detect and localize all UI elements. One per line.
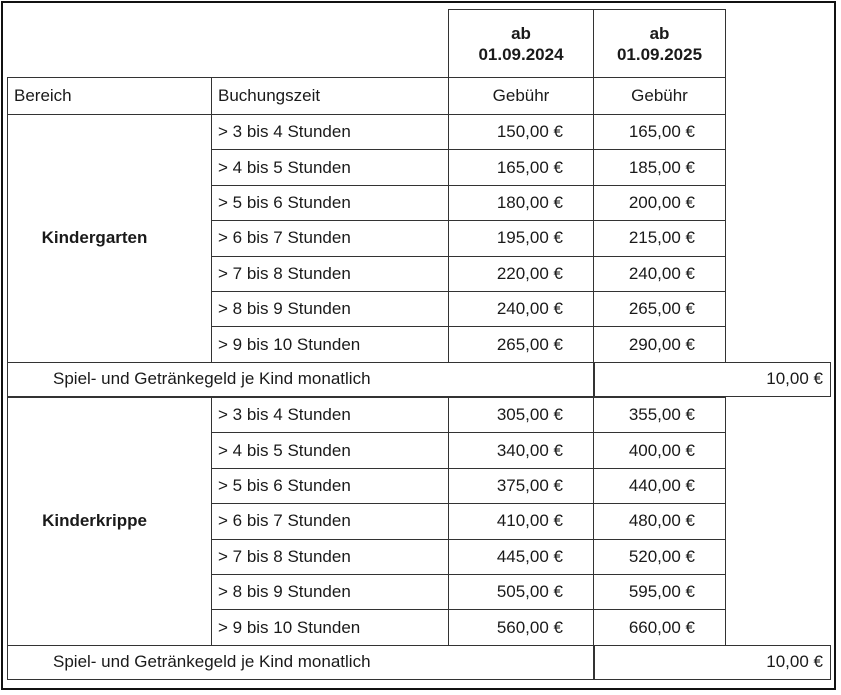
- header-2025-date: 01.09.2025: [616, 44, 703, 64]
- fee-2024: 165,00 €: [448, 149, 594, 185]
- header-bereich: Bereich: [7, 77, 212, 115]
- fee-2025: 595,00 €: [593, 574, 726, 610]
- fee-2024: 150,00 €: [448, 114, 594, 150]
- booking-time: > 3 bis 4 Stunden: [211, 397, 449, 433]
- booking-time: > 3 bis 4 Stunden: [211, 114, 449, 150]
- booking-time: > 9 bis 10 Stunden: [211, 326, 449, 362]
- booking-time: > 4 bis 5 Stunden: [211, 432, 449, 468]
- header-buchungszeit: Buchungszeit: [211, 77, 449, 115]
- fee-2025: 290,00 €: [593, 326, 726, 362]
- booking-time: > 6 bis 7 Stunden: [211, 503, 449, 539]
- fee-2025: 440,00 €: [593, 468, 726, 504]
- extra-fee-label: Spiel- und Getränkegeld je Kind monatlich: [7, 362, 595, 397]
- fee-2024: 195,00 €: [448, 220, 594, 256]
- fee-2024: 340,00 €: [448, 432, 594, 468]
- booking-time: > 6 bis 7 Stunden: [211, 220, 449, 256]
- fee-2025: 520,00 €: [593, 539, 726, 575]
- booking-time: > 5 bis 6 Stunden: [211, 185, 449, 221]
- header-gebuehr-2025: Gebühr: [593, 77, 726, 115]
- fee-2025: 215,00 €: [593, 220, 726, 256]
- fee-2024: 410,00 €: [448, 503, 594, 539]
- header-2024-ab: ab: [511, 23, 531, 43]
- booking-time: > 8 bis 9 Stunden: [211, 291, 449, 327]
- booking-time: > 8 bis 9 Stunden: [211, 574, 449, 610]
- extra-fee-value: 10,00 €: [593, 362, 831, 397]
- section-name: Kindergarten: [7, 114, 212, 363]
- header-gebuehr-2024: Gebühr: [448, 77, 594, 115]
- header-2024-date: 01.09.2024: [478, 44, 564, 64]
- header-2025-ab: ab: [649, 23, 670, 43]
- fee-2024: 220,00 €: [448, 256, 594, 292]
- fee-2025: 185,00 €: [593, 149, 726, 185]
- fee-2024: 305,00 €: [448, 397, 594, 433]
- fee-2024: 265,00 €: [448, 326, 594, 362]
- extra-fee-label: Spiel- und Getränkegeld je Kind monatlich: [7, 645, 595, 680]
- booking-time: > 7 bis 8 Stunden: [211, 256, 449, 292]
- fee-2025: 200,00 €: [593, 185, 726, 221]
- fee-2024: 240,00 €: [448, 291, 594, 327]
- extra-fee-value: 10,00 €: [593, 645, 831, 680]
- fee-2025: 660,00 €: [593, 609, 726, 645]
- fee-2025: 165,00 €: [593, 114, 726, 150]
- fee-2025: 240,00 €: [593, 256, 726, 292]
- booking-time: > 7 bis 8 Stunden: [211, 539, 449, 575]
- fee-2025: 355,00 €: [593, 397, 726, 433]
- fee-2025: 480,00 €: [593, 503, 726, 539]
- fee-2024: 375,00 €: [448, 468, 594, 504]
- booking-time: > 9 bis 10 Stunden: [211, 609, 449, 645]
- fee-2024: 560,00 €: [448, 609, 594, 645]
- section-name: Kinderkrippe: [7, 397, 212, 646]
- header-2025: [593, 9, 726, 78]
- booking-time: > 5 bis 6 Stunden: [211, 468, 449, 504]
- fee-2024: 445,00 €: [448, 539, 594, 575]
- header-2024: [448, 9, 594, 78]
- booking-time: > 4 bis 5 Stunden: [211, 149, 449, 185]
- fee-2024: 180,00 €: [448, 185, 594, 221]
- fee-2025: 265,00 €: [593, 291, 726, 327]
- fee-2024: 505,00 €: [448, 574, 594, 610]
- fee-2025: 400,00 €: [593, 432, 726, 468]
